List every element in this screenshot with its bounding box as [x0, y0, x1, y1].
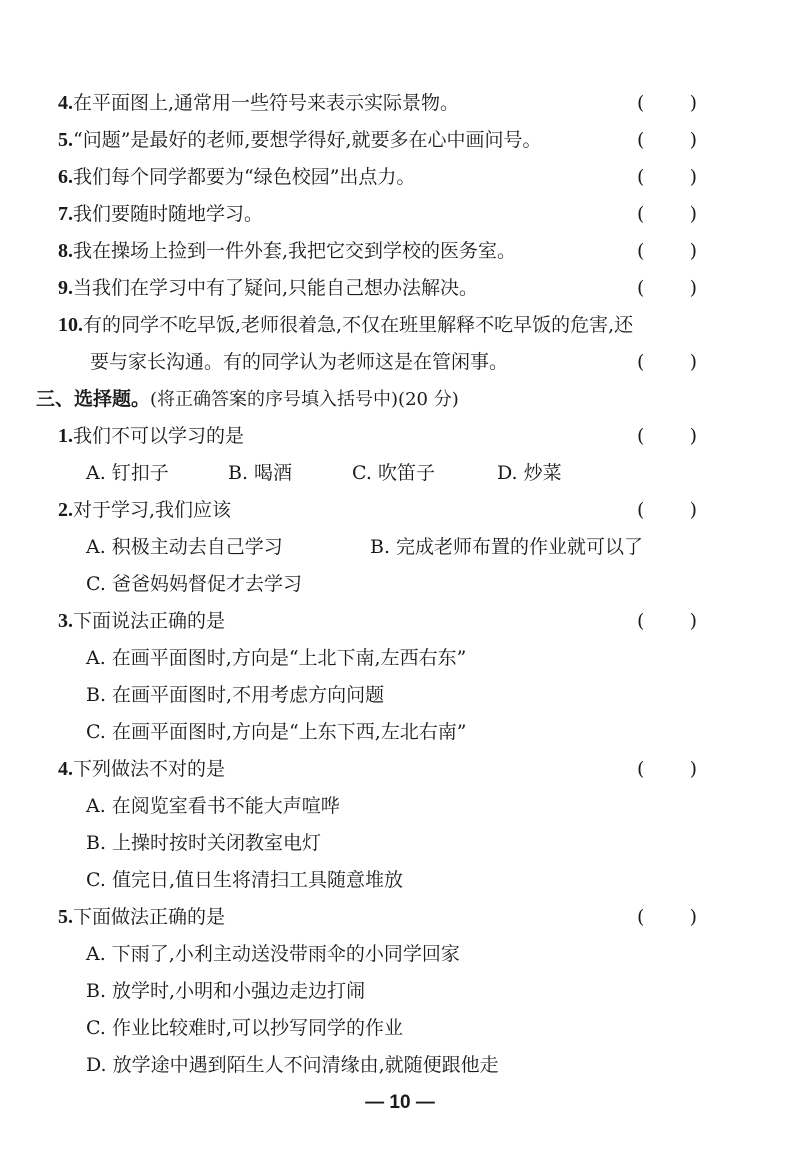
section-heading [36, 382, 459, 416]
option-a: A. 钉扣子 [86, 462, 169, 484]
option-c: C. 在画平面图时,方向是“上东下西,左北右南” [86, 721, 467, 743]
answer-parentheses[interactable]: ( ) [637, 610, 697, 632]
item-text: 在平面图上,通常用一些符号来表示实际景物。 [73, 92, 460, 114]
item-number: 3. [58, 610, 73, 632]
item-number: 4. [58, 92, 73, 114]
question-text: 我们不可以学习的是 [73, 425, 245, 447]
judgement-item [58, 234, 516, 268]
judgement-item-continuation: 要与家长沟通。有的同学认为老师这是在管闲事。 [90, 351, 509, 373]
question-text: 下列做法不对的是 [73, 758, 226, 780]
option-a: A. 在阅览室看书不能大声喧哗 [86, 795, 340, 817]
item-number: 1. [58, 425, 73, 447]
question-text: 对于学习,我们应该 [73, 499, 232, 521]
choice-question [58, 900, 225, 934]
item-number: 5. [58, 906, 73, 928]
item-number: 5. [58, 129, 73, 151]
answer-parentheses[interactable]: ( ) [637, 906, 697, 928]
judgement-item [58, 308, 633, 342]
choice-question [58, 419, 244, 453]
choice-question [58, 493, 231, 527]
item-number: 7. [58, 203, 73, 225]
answer-parentheses[interactable]: ( ) [637, 425, 697, 447]
item-number: 6. [58, 166, 73, 188]
option-a: A. 在画平面图时,方向是“上北下南,左西右东” [86, 647, 467, 669]
judgement-item [58, 86, 459, 120]
answer-parentheses[interactable]: ( ) [637, 203, 697, 225]
answer-parentheses[interactable]: ( ) [637, 351, 697, 373]
item-number: 9. [58, 277, 73, 299]
answer-parentheses[interactable]: ( ) [637, 277, 697, 299]
judgement-item [58, 160, 415, 194]
option-b: B. 上操时按时关闭教室电灯 [86, 832, 322, 854]
option-c: C. 吹笛子 [352, 462, 435, 484]
item-number: 4. [58, 758, 73, 780]
option-b: B. 在画平面图时,不用考虑方向问题 [86, 684, 385, 706]
choice-question [58, 604, 225, 638]
answer-parentheses[interactable]: ( ) [637, 129, 697, 151]
answer-parentheses[interactable]: ( ) [637, 499, 697, 521]
question-text: 下面做法正确的是 [73, 906, 226, 928]
judgement-item [58, 197, 263, 231]
item-text: “问题”是最好的老师,要想学得好,就要多在心中画问号。 [73, 129, 542, 151]
answer-parentheses[interactable]: ( ) [637, 240, 697, 262]
question-text: 下面说法正确的是 [73, 610, 226, 632]
item-text: 我们每个同学都要为“绿色校园”出点力。 [73, 166, 416, 188]
item-text: 我们要随时随地学习。 [73, 203, 264, 225]
judgement-item [58, 271, 478, 305]
option-a: A. 下雨了,小利主动送没带雨伞的小同学回家 [86, 943, 460, 965]
option-c: C. 爸爸妈妈督促才去学习 [86, 573, 302, 595]
section-title: 三、选择题。 [36, 388, 151, 410]
answer-parentheses[interactable]: ( ) [637, 166, 697, 188]
item-text: 有的同学不吃早饭,老师很着急,不仅在班里解释不吃早饭的危害,还 [83, 314, 634, 336]
judgement-item [58, 123, 542, 157]
option-c: C. 作业比较难时,可以抄写同学的作业 [86, 1017, 403, 1039]
item-number: 10. [58, 314, 83, 336]
option-b: B. 完成老师布置的作业就可以了 [370, 536, 644, 558]
section-instruction: (将正确答案的序号填入括号中)(20 分) [150, 389, 459, 410]
item-number: 8. [58, 240, 73, 262]
item-number: 2. [58, 499, 73, 521]
item-text: 我在操场上捡到一件外套,我把它交到学校的医务室。 [73, 240, 517, 262]
item-text: 当我们在学习中有了疑问,只能自己想办法解决。 [73, 277, 479, 299]
option-a: A. 积极主动去自己学习 [86, 536, 283, 558]
answer-parentheses[interactable]: ( ) [637, 758, 697, 780]
answer-parentheses[interactable]: ( ) [637, 92, 697, 114]
choice-question [58, 752, 225, 786]
page-number: — 10 — [365, 1092, 435, 1113]
option-b: B. 放学时,小明和小强边走边打闹 [86, 980, 366, 1002]
option-d: D. 炒菜 [497, 462, 562, 484]
option-c: C. 值完日,值日生将清扫工具随意堆放 [86, 869, 403, 891]
option-d: D. 放学途中遇到陌生人不问清缘由,就随便跟他走 [86, 1054, 499, 1076]
option-b: B. 喝酒 [228, 462, 293, 484]
